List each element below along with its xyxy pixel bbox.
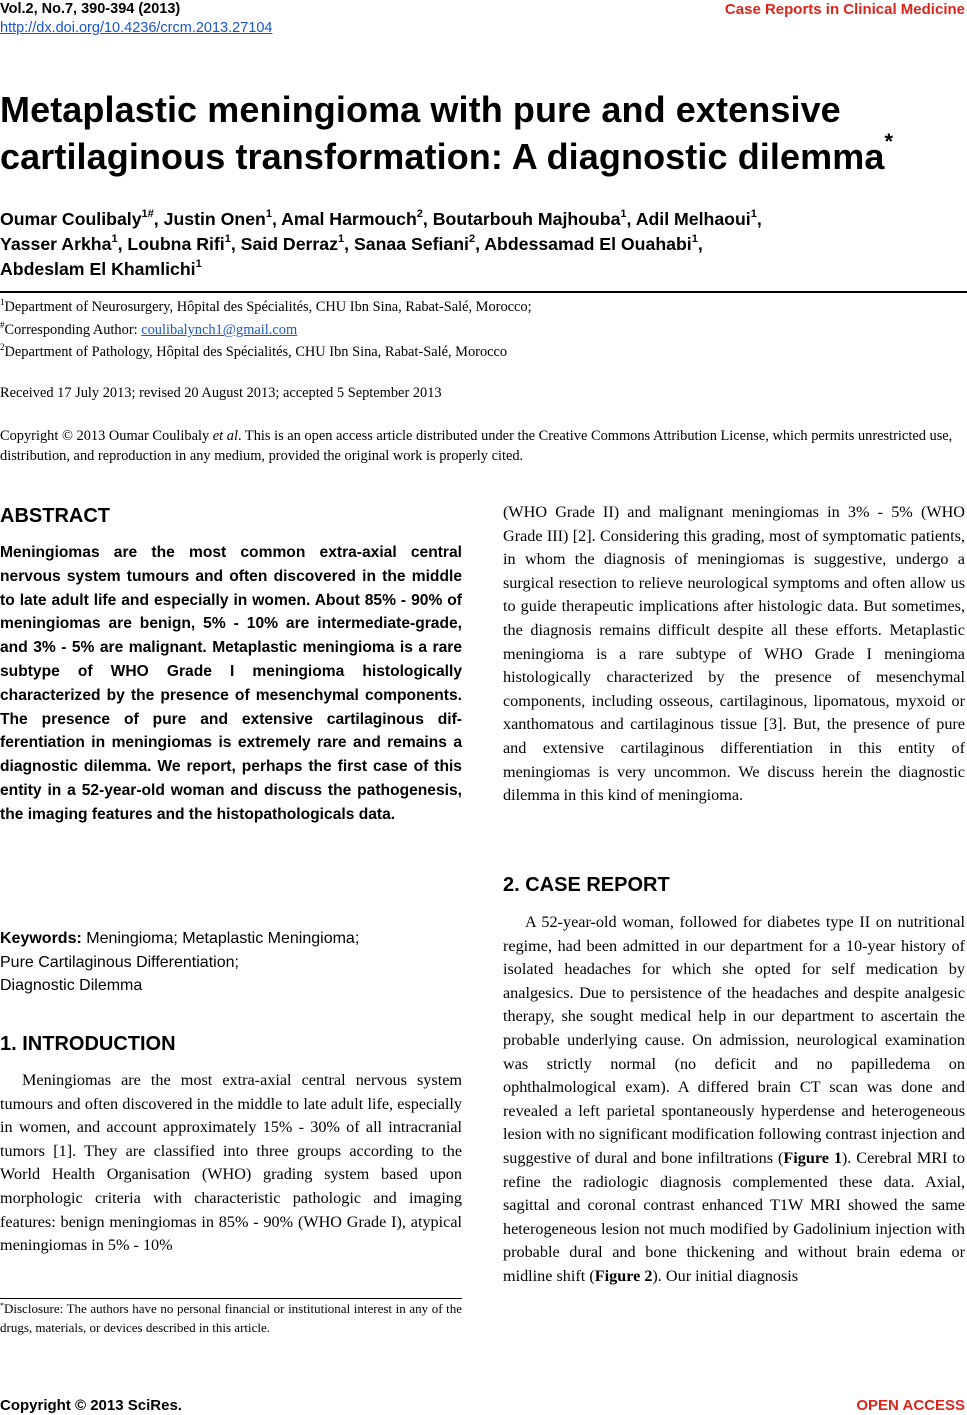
affiliation-mark: 1 xyxy=(0,297,5,307)
author-affiliation-mark: 1 xyxy=(691,233,698,245)
case-text-2: ). Cerebral MRI to refine the radiologic diagnosis complemented these data. Axial, sagittal and coronal contrast enhanced T1W MRI showed the same heterogeneous lesion not much modified by Gadolinium injection with probable dural and bone thickening and without brain edema or midline shift ( xyxy=(503,1148,966,1285)
copyright-notice xyxy=(0,426,967,466)
author xyxy=(636,209,762,229)
author-name: Loubna Rifi xyxy=(127,234,225,254)
author-affiliation-mark: 2 xyxy=(468,233,476,245)
author xyxy=(164,209,282,229)
case-text-1: A 52-year-old woman, followed for diabetes type II on nutritional regime, had been admitted in our department for a 10-year history of isolated headaches for which she opted for self medication by analgesics. Due to persistence of the headaches and despite analgesic therapy, she sought medical help in our department to ascertain the probable underlying cause. On admission, neurological examination was strictly normal (no deficit and no papilledema on ophthalmological exam). A differed brain CT scan was done and revealed a left parietal spontaneously hyperdense and heterogeneous lesion with no significant modification following contrast injection and suggestive of dural and bone infiltrations ( xyxy=(503,913,965,1167)
corresponding-author xyxy=(0,320,967,340)
author-affiliation-mark: 1 xyxy=(337,233,345,245)
footnote-mark: * xyxy=(0,1301,4,1310)
author xyxy=(484,234,702,254)
author-affiliation-mark: 1 xyxy=(750,208,757,220)
author xyxy=(433,209,636,229)
author-name: Justin Onen xyxy=(163,209,266,229)
author xyxy=(241,234,354,254)
footer-copyright: Copyright © 2013 SciRes. xyxy=(0,1397,182,1414)
title-line-1: Metaplastic meningioma with pure and extensive xyxy=(0,89,841,130)
affiliation-2 xyxy=(0,342,967,362)
author-separator: , xyxy=(230,234,241,254)
affiliation-text: Department of Pathology, Hôpital des Spécialités, CHU Ibn Sina, Rabat-Salé, Morocco xyxy=(4,344,508,360)
journal-name: Case Reports in Clinical Medicine xyxy=(724,1,965,18)
author-name: Said Derraz xyxy=(240,234,338,254)
copyright-etal: et al xyxy=(212,428,238,444)
footnote xyxy=(0,1300,462,1337)
author-separator: , xyxy=(475,234,485,254)
keywords-line-3: Diagnostic Dilemma xyxy=(0,977,143,995)
author-separator: , xyxy=(153,209,164,229)
title-line-2 xyxy=(0,129,967,180)
author-name: Abdessamad El Ouahabi xyxy=(484,234,692,254)
keywords-line-1: Meningioma; Metaplastic Meningioma; xyxy=(86,930,360,947)
author-separator: , xyxy=(626,209,636,229)
author xyxy=(0,234,127,254)
case-report-heading: 2. CASE REPORT xyxy=(503,874,670,896)
author-name: Yasser Arkha xyxy=(0,234,112,254)
author-affiliation-mark: 1 xyxy=(195,258,202,270)
affiliation-mark: 2 xyxy=(0,342,5,352)
title-line-2-text: cartilaginous transformation: A diagnostic dilemma xyxy=(0,136,885,177)
keywords xyxy=(0,927,462,998)
title-footnote-mark: * xyxy=(884,129,894,154)
corresponding-label: Corresponding Author: xyxy=(4,322,142,338)
author-separator: , xyxy=(422,209,433,229)
author-separator: , xyxy=(344,234,354,254)
author-name: Sanaa Sefiani xyxy=(353,234,469,254)
introduction-paragraph: Meningiomas are the most extra-axial central nervous system tumours and often discovered in the middle to late adult life, especially in women, and account approximately 15% - 30% of all intracranial tumors [1]. They are classified into three groups according to the World Health Organisation (WHO) grading system based upon morphologic criteria with characteristic pathologic and imaging features: benign meningiomas in 85% - 90% (WHO Grade I), atypical meningiomas in 5% - 10% xyxy=(0,1071,462,1255)
author-name: Boutarbouh Majhouba xyxy=(432,209,621,229)
header-divider xyxy=(0,291,967,293)
author-name: Amal Harmouch xyxy=(281,209,417,229)
figure-1-reference: Figure 1 xyxy=(783,1148,842,1167)
footnote-divider xyxy=(0,1298,462,1299)
keywords-line-2: Pure Cartilaginous Differentiation; xyxy=(0,953,239,971)
affiliation-1 xyxy=(0,297,967,317)
copyright-text-end: . This is an open access article distributed under the Creative Commons Attribution License, which permits unrestricted use, distribution, and reproduction in any medium, provided the original work is properly cited. xyxy=(0,428,953,464)
introduction-heading: 1. INTRODUCTION xyxy=(0,1033,176,1055)
author-affiliation-mark: 1# xyxy=(141,208,154,220)
journal-issue: Vol.2, No.7, 390-394 (2013) xyxy=(0,1,181,17)
author-affiliation-mark: 1 xyxy=(111,233,118,245)
figure-2-reference: Figure 2 xyxy=(594,1266,653,1285)
received-dates: Received 17 July 2013; revised 20 August 2013; accepted 5 September 2013 xyxy=(0,385,442,401)
author-name: Abdeslam El Khamlichi xyxy=(0,259,196,279)
author-name: Oumar Coulibaly xyxy=(0,209,142,229)
footnote-text: Disclosure: The authors have no personal financial or institutional interest in any of the drugs, materials, or devices described in this article. xyxy=(0,1301,462,1335)
author-list xyxy=(0,207,967,282)
author xyxy=(281,209,433,229)
case-text-3: ). Our initial diagnosis xyxy=(652,1266,799,1285)
author-affiliation-mark: 2 xyxy=(416,208,423,220)
author-separator: , xyxy=(117,234,128,254)
author xyxy=(0,209,164,229)
open-access-label: OPEN ACCESS xyxy=(856,1397,965,1414)
author-separator: , xyxy=(697,234,703,254)
author xyxy=(127,234,240,254)
case-report-paragraph xyxy=(503,911,965,1289)
corresponding-email-link[interactable]: coulibalynch1@gmail.com xyxy=(141,322,298,338)
author-affiliation-mark: 1 xyxy=(224,233,231,245)
author-name: Adil Melhaoui xyxy=(635,209,751,229)
author-separator: , xyxy=(756,209,762,229)
abstract-heading: ABSTRACT xyxy=(0,505,110,527)
author xyxy=(354,234,484,254)
introduction-continued: (WHO Grade II) and malignant meningiomas in 3% - 5% (WHO Grade III) [2]. Considering this grading, most of symptomatic patients, in whom the diagnosis of meningiomas is suggestive, undergo a surgical resection to relieve neurological symptoms and often allow us to guide therapeutic implications after histologic data. But sometimes, the diagnosis remains difficult despite all these efforts. Metaplastic meningioma is a rare subtype of WHO Grade I meningioma histologically characterized by the presence of mesenchymal components, including osseous, cartilaginous, lipomatous, myxoid or xanthomatous and cartilaginous tissue [3]. But, the presence of pure and extensive cartilaginous differentiation in this entity of meningiomas is very uncommon. We discuss herein the diagnostic dilemma in this kind of meningioma. xyxy=(503,503,965,805)
keywords-label: Keywords: xyxy=(0,930,82,947)
author-separator: , xyxy=(271,209,282,229)
copyright-text-start: Copyright © 2013 Oumar Coulibaly xyxy=(0,428,213,444)
abstract-text: Meningiomas are the most common extra-axial central nervous system tumours and often discovered in the middle to late adult life and especially in women. About 85% - 90% of meningiomas are benign, 5% - 10% are intermediate-grade, and 3% - 5% are malignant. Metaplastic meningioma is a rare subtype of WHO Grade I meningioma histologically characterized by the presence of mesenchymal components. The presence of pure and extensive cartilaginous differentiation in meningiomas is extremely rare and remains a diagnostic dilemma. We report, perhaps the first case of this entity in a 52-year-old woman and discuss the pathogenesis, the imaging features and the histopathologicals data. xyxy=(0,544,462,823)
author-affiliation-mark: 1 xyxy=(265,208,272,220)
author-affiliation-mark: 1 xyxy=(620,208,627,220)
affiliation-text: Department of Neurosurgery, Hôpital des Spécialités, CHU Ibn Sina, Rabat-Salé, Morocco; xyxy=(4,299,532,315)
corresponding-mark: # xyxy=(0,320,5,330)
author xyxy=(0,259,202,279)
article-title xyxy=(0,86,967,180)
doi-link[interactable]: http://dx.doi.org/10.4236/crcm.2013.27104 xyxy=(0,20,273,36)
